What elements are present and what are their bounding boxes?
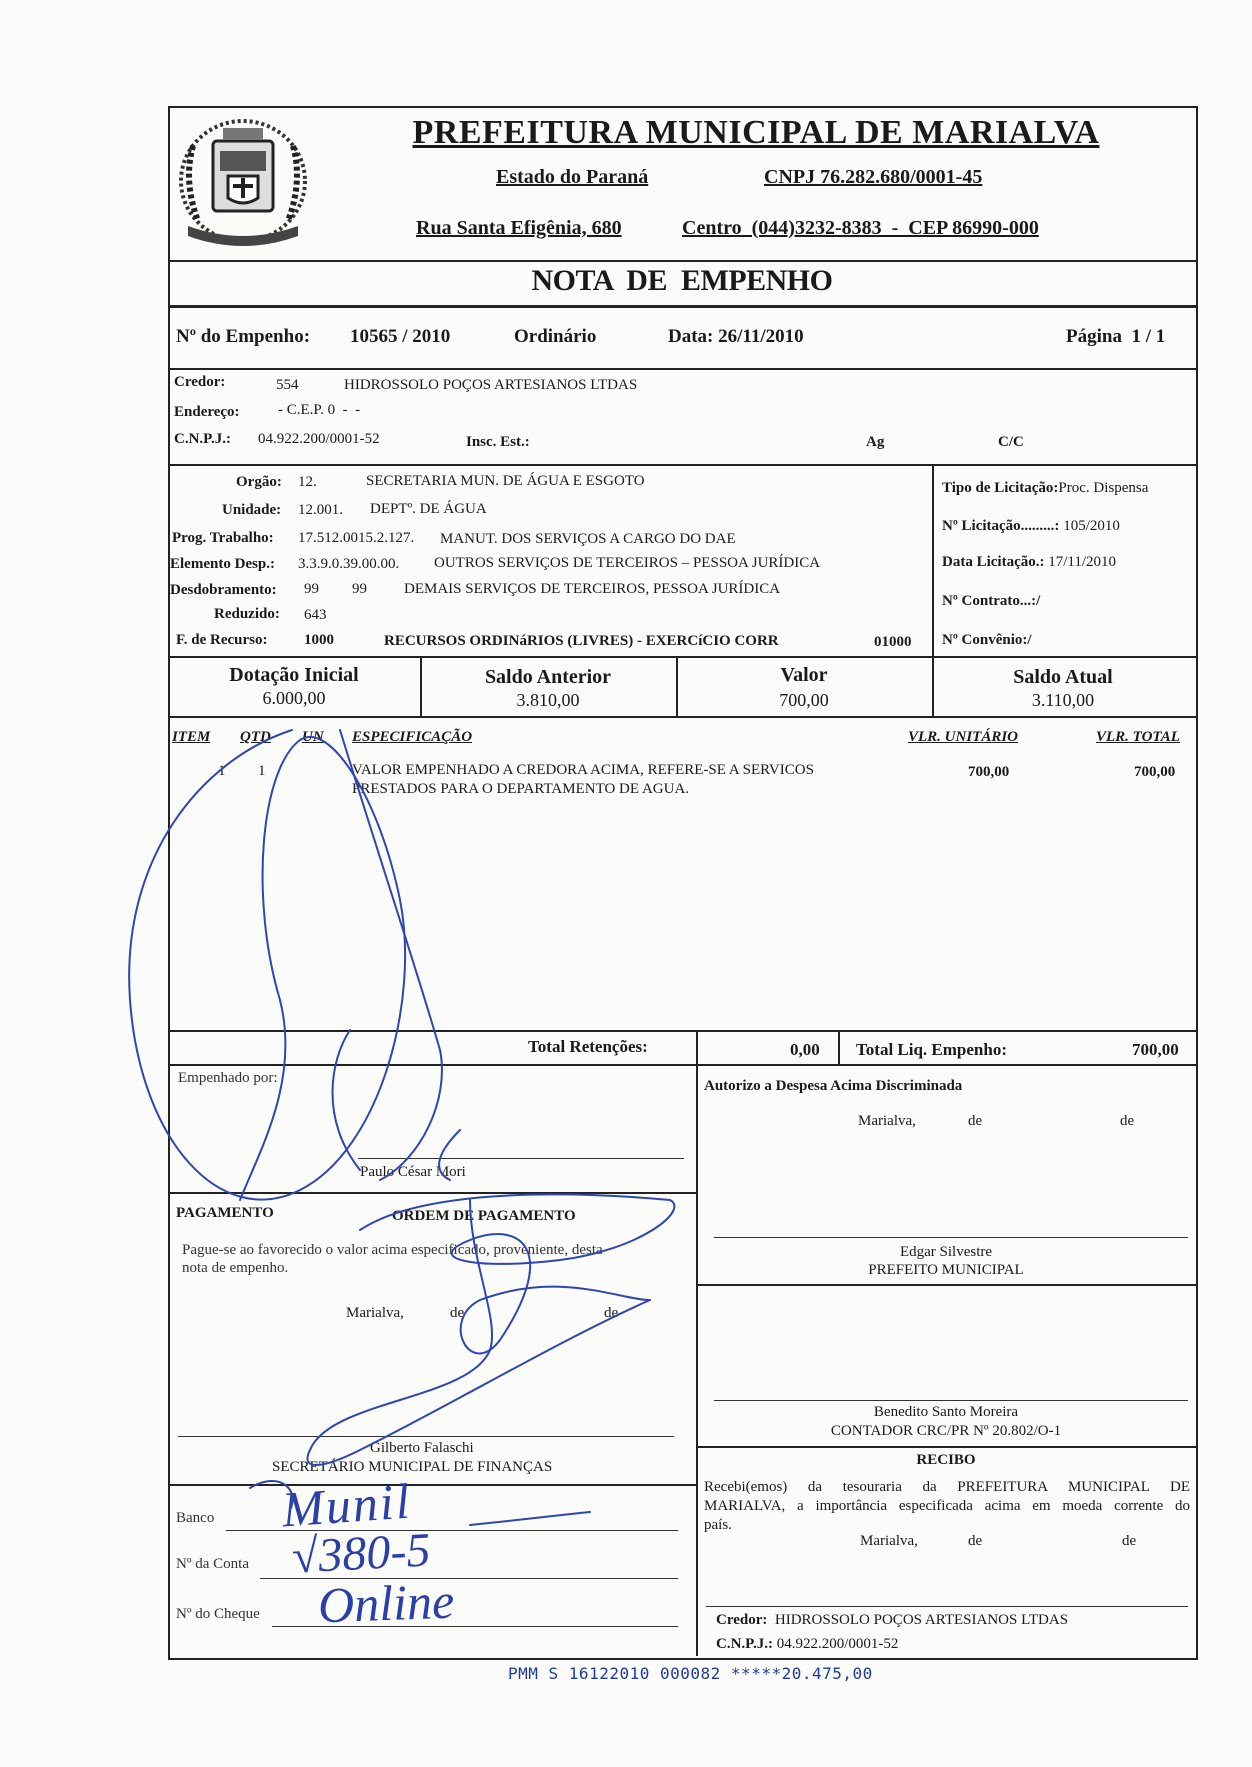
liquido-label: Total Liq. Empenho: — [856, 1040, 1007, 1059]
prefeito-title: PREFEITO MUNICIPAL — [868, 1262, 1024, 1278]
contrato-label: Nº Contrato...:/ — [942, 593, 1041, 609]
prefeito-name: Edgar Silvestre — [899, 1244, 993, 1260]
prog-name: MANUT. DOS SERVIÇOS A CARGO DO DAE — [440, 531, 736, 547]
orgao-code: 12. — [298, 474, 317, 490]
contador-name: Benedito Santo Moreira — [873, 1404, 1019, 1420]
cnpj-value: 04.922.200/0001-52 — [258, 431, 380, 447]
orgao-label: Orgão: — [236, 474, 282, 490]
autorizo-de-1: de — [968, 1113, 983, 1129]
page-number: Página 1 / 1 — [1066, 326, 1166, 347]
credor-name: HIDROSSOLO POÇOS ARTESIANOS LTDAS — [344, 377, 638, 393]
page-title: PREFEITURA MUNICIPAL DE MARIALVA — [412, 114, 1100, 151]
footer-stamp: PMM S 16122010 000082 *****20.475,00 — [508, 1664, 873, 1683]
desdob-label: Desdobramento: — [170, 582, 277, 598]
pague-text-1: Pague-se ao favorecido o valor acima especificado, proveniente, desta — [182, 1242, 603, 1258]
recibo-text-1: Recebi(emos) da tesouraria da PREFEITURA MUNICIPAL DE — [704, 1479, 1190, 1495]
empenhado-name: Paulo César Mori — [360, 1164, 466, 1180]
header-cnpj: CNPJ 76.282.680/0001-45 — [764, 166, 983, 188]
atual-value: 3.110,00 — [1031, 690, 1095, 710]
recibo-text-2: MARIALVA, a importância especificada acima em moeda corrente do — [704, 1498, 1190, 1514]
pague-text-2: nota de empenho. — [182, 1260, 289, 1276]
elemento-name: OUTROS SERVIÇOS DE TERCEIROS – PESSOA JURÍDICA — [434, 555, 821, 571]
retencoes-value: 0,00 — [790, 1040, 820, 1059]
autorizo-de-2: de — [1120, 1113, 1135, 1129]
row-item: 1 — [218, 763, 226, 779]
col-total: VLR. TOTAL — [1096, 729, 1180, 745]
prog-code: 17.512.0015.2.127. — [298, 530, 415, 546]
dotacao-value: 6.000,00 — [262, 688, 326, 708]
contador-title: CONTADOR CRC/PR Nº 20.802/O-1 — [830, 1423, 1062, 1439]
handwritten-cheque: Online — [317, 1572, 456, 1634]
anterior-label: Saldo Anterior — [484, 666, 612, 688]
state-label: Estado do Paraná — [496, 166, 649, 188]
tipo-licitacao: Tipo de Licitação:Proc. Dispensa — [942, 480, 1149, 496]
secretario-title: SECRETÁRIO MUNICIPAL DE FINANÇAS — [272, 1459, 553, 1475]
data-licitacao: Data Licitação.: 17/11/2010 — [942, 554, 1117, 570]
cheque-label: Nº do Cheque — [176, 1606, 260, 1622]
coat-of-arms-icon — [168, 106, 318, 256]
recibo-cnpj: C.N.P.J.: 04.922.200/0001-52 — [716, 1636, 899, 1652]
empenho-date: Data: 26/11/2010 — [668, 326, 804, 347]
recibo-text-3: país. — [704, 1517, 732, 1533]
conta-label: Nº da Conta — [176, 1556, 249, 1572]
cnpj-label: C.N.P.J.: — [174, 431, 231, 447]
col-qtd: QTD — [240, 729, 271, 745]
valor-label: Valor — [780, 664, 828, 686]
document-title: NOTA DE EMPENHO — [531, 264, 833, 297]
row-espec-line1: VALOR EMPENHADO A CREDORA ACIMA, REFERE-SE A SERVICOS — [352, 762, 814, 778]
orgao-name: SECRETARIA MUN. DE ÁGUA E ESGOTO — [366, 473, 645, 489]
recibo-credor: Credor: HIDROSSOLO POÇOS ARTESIANOS LTDAS — [716, 1612, 1069, 1628]
empenho-label: Nº do Empenho: — [176, 326, 311, 347]
recibo-de-1: de — [968, 1533, 983, 1549]
pagamento-marialva: Marialva, — [346, 1305, 404, 1321]
header-address: Rua Santa Efigênia, 680 — [416, 217, 622, 239]
endereco-value: - C.E.P. 0 - - — [278, 402, 361, 418]
prog-label: Prog. Trabalho: — [172, 530, 274, 546]
cc-label: C/C — [998, 434, 1024, 450]
empenho-type: Ordinário — [514, 326, 597, 347]
empenho-number: 10565 / 2010 — [350, 326, 451, 347]
dotacao-label: Dotação Inicial — [229, 664, 359, 686]
autorizo-text: Autorizo a Despesa Acima Discriminada — [704, 1078, 963, 1094]
reduzido-value: 643 — [304, 607, 327, 623]
desdob-code2: 99 — [352, 581, 367, 597]
insc-label: Insc. Est.: — [466, 434, 530, 450]
row-total: 700,00 — [1134, 764, 1176, 780]
ordem-label: ORDEM DE PAGAMENTO — [392, 1208, 576, 1224]
col-un: UN — [302, 729, 324, 745]
elemento-label: Elemento Desp.: — [170, 556, 275, 572]
valor-value: 700,00 — [779, 690, 829, 710]
unidade-name: DEPTº. DE ÁGUA — [370, 501, 487, 517]
col-espec: ESPECIFICAÇÃO — [352, 729, 473, 745]
ag-label: Ag — [866, 434, 885, 450]
atual-label: Saldo Atual — [1013, 666, 1113, 688]
credor-label: Credor: — [174, 374, 226, 390]
recibo-marialva: Marialva, — [860, 1533, 918, 1549]
retencoes-label: Total Retenções: — [528, 1037, 648, 1056]
recurso-label: F. de Recurso: — [176, 632, 268, 648]
empenhado-label: Empenhado por: — [178, 1070, 278, 1086]
recurso-name: RECURSOS ORDINáRIOS (LIVRES) - EXERCíCIO CORR — [384, 633, 779, 649]
credor-code: 554 — [276, 377, 299, 393]
handwritten-conta: √380-5 — [290, 1523, 432, 1584]
recurso-code2: 01000 — [874, 634, 912, 650]
handwritten-banco: Munil — [280, 1472, 414, 1538]
pagamento-label: PAGAMENTO — [176, 1205, 274, 1221]
row-espec-line2: PRESTADOS PARA O DEPARTAMENTO DE AGUA. — [352, 781, 690, 797]
elemento-code: 3.3.9.0.39.00.00. — [298, 556, 400, 572]
recurso-code: 1000 — [304, 632, 334, 648]
col-item: ITEM — [172, 729, 211, 745]
convenio-label: Nº Convênio:/ — [942, 632, 1032, 648]
desdob-name: DEMAIS SERVIÇOS DE TERCEIROS, PESSOA JURÍDICA — [404, 581, 781, 597]
pagamento-de-2: de — [604, 1305, 619, 1321]
liquido-value: 700,00 — [1132, 1040, 1179, 1059]
unidade-label: Unidade: — [222, 502, 282, 518]
recibo-de-2: de — [1122, 1533, 1137, 1549]
banco-label: Banco — [176, 1510, 215, 1526]
unidade-code: 12.001. — [298, 502, 343, 518]
autorizo-marialva: Marialva, — [858, 1113, 916, 1129]
header-contact: Centro (044)3232-8383 - CEP 86990-000 — [682, 217, 1039, 239]
pagamento-de-1: de — [450, 1305, 465, 1321]
endereco-label: Endereço: — [174, 404, 240, 420]
anterior-value: 3.810,00 — [516, 690, 580, 710]
secretario-name: Gilberto Falaschi — [370, 1440, 474, 1456]
recibo-title: RECIBO — [916, 1452, 976, 1468]
num-licitacao: Nº Licitação.........: 105/2010 — [942, 518, 1120, 534]
reduzido-label: Reduzido: — [214, 606, 280, 622]
row-qtd: 1 — [258, 763, 266, 779]
desdob-code1: 99 — [304, 581, 319, 597]
row-unit: 700,00 — [968, 764, 1010, 780]
col-unit: VLR. UNITÁRIO — [908, 729, 1019, 745]
